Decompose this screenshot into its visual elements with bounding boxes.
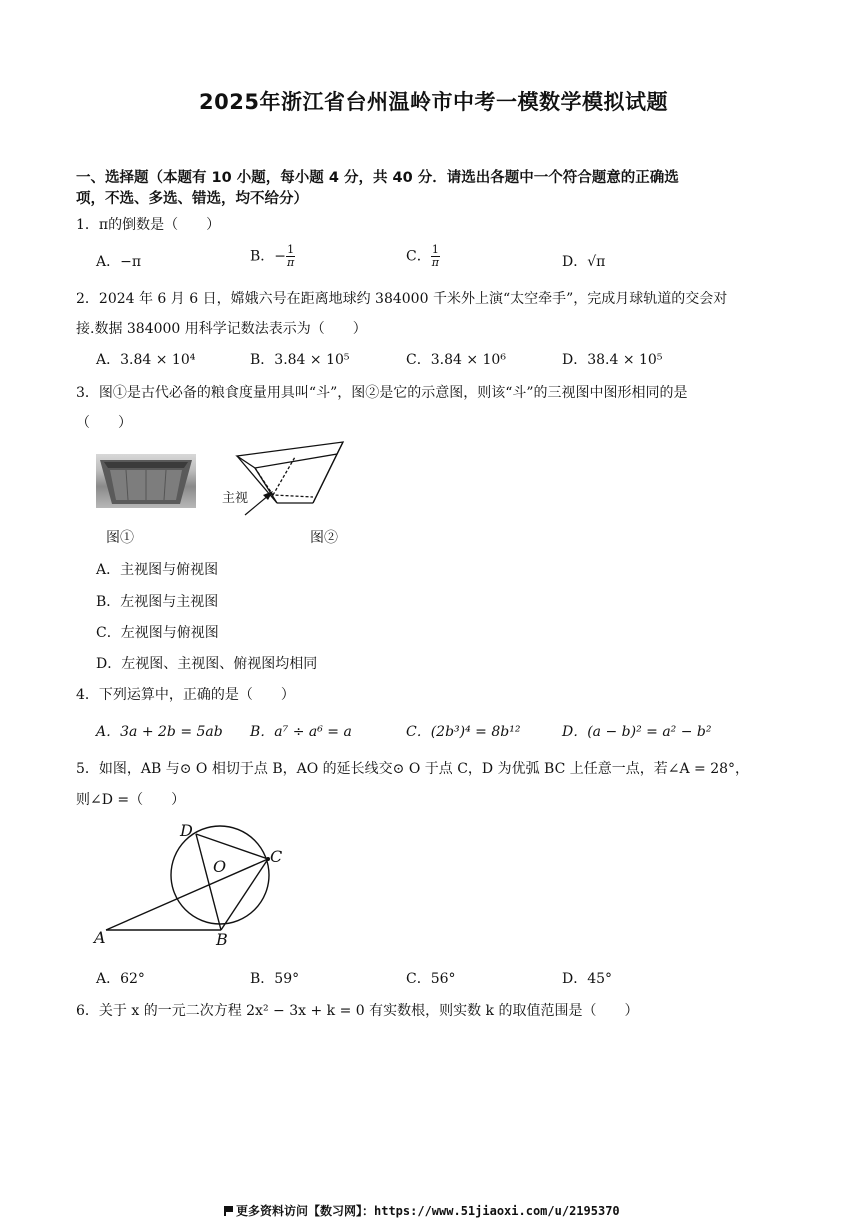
q1-option-c-fraction: [431, 244, 440, 269]
q1-option-d: D．√π: [562, 254, 606, 270]
q3-option-c: C．左视图与俯视图: [96, 625, 219, 641]
q5-option-c: C．56°: [406, 971, 456, 987]
q5-stem-line2: 则∠D =（ ）: [76, 792, 186, 808]
q1-option-b-fraction: [286, 244, 295, 269]
q1-option-b-numerator: 1: [287, 243, 295, 256]
q6-stem: 6．关于 x 的一元二次方程 2x² − 3x + k = 0 有实数根，则实数 k 的取值范围是（ ）: [76, 1003, 639, 1019]
q1-option-c-numerator: 1: [431, 243, 439, 256]
q4-option-a: A．3a + 2b = 5ab: [96, 724, 223, 740]
q1-option-b: [250, 244, 295, 269]
q5-stem-line1: 5．如图，AB 与⊙ O 相切于点 B，AO 的延长线交⊙ O 于点 C，D 为优弧 BC 上任意一点，若∠A = 28°，: [76, 761, 750, 777]
flag-icon: [224, 1206, 233, 1216]
q3-stem-line1: 3．图①是古代必备的粮食度量用具叫“斗”，图②是它的示意图，则该“斗”的三视图中图形相同的是: [76, 385, 688, 401]
circle-tangent-figure: [90, 818, 300, 953]
q5-option-a: A．62°: [96, 971, 145, 987]
q3-option-d: D．左视图、主视图、俯视图均相同: [96, 656, 318, 672]
q1-option-c-denominator: π: [431, 256, 439, 269]
section-heading-line2: 项，不选、多选、错选，均不给分）: [76, 191, 308, 207]
page-title: 2025年浙江省台州温岭市中考一模数学模拟试题: [199, 90, 668, 114]
q4-option-d: D．(a − b)² = a² − b²: [562, 724, 712, 740]
q2-option-d: D．38.4 × 10⁵: [562, 352, 663, 368]
q1-option-c-prefix: C．: [406, 248, 431, 265]
q4-option-c: C．(2b³)⁴ = 8b¹²: [406, 724, 521, 740]
q3-option-a: A．主视图与俯视图: [96, 562, 219, 578]
q2-stem-line2: 接.数据 384000 用科学记数法表示为（ ）: [76, 321, 367, 337]
q2-option-b: B．3.84 × 10⁵: [250, 352, 350, 368]
q2-stem-line1: 2．2024 年 6 月 6 日，嫦娥六号在距离地球约 384000 千米外上演“太空牵手”，完成月球轨道的交会对: [76, 291, 728, 307]
footer-text: 更多资料访问【数习网】：https://www.51jiaoxi.com/u/2195370: [236, 1204, 620, 1218]
point-a-label: A: [94, 928, 106, 947]
point-o-label: O: [213, 857, 227, 876]
q2-option-c: C．3.84 × 10⁶: [406, 352, 506, 368]
q3-stem-line2: （ ）: [76, 415, 132, 431]
section-heading-line1: 一、选择题（本题有 10 小题，每小题 4 分，共 40 分．请选出各题中一个符合题意的正确选: [76, 170, 679, 186]
fig1-caption: 图①: [106, 530, 134, 546]
q2-option-a: A．3.84 × 10⁴: [96, 352, 196, 368]
q1-option-a: A．−π: [96, 254, 142, 270]
dou-photo-drawing: [96, 454, 196, 508]
point-d-label: D: [180, 821, 193, 840]
point-b-label: B: [216, 930, 228, 949]
q3-option-b: B．左视图与主视图: [96, 594, 219, 610]
point-c-label: C: [270, 847, 283, 866]
footer-link[interactable]: [224, 1202, 620, 1219]
q5-option-d: D．45°: [562, 971, 613, 987]
q1-stem: 1．π的倒数是（ ）: [76, 217, 221, 233]
q4-option-b: B．a⁷ ÷ a⁶ = a: [250, 724, 352, 740]
dou-photo: [96, 454, 196, 508]
main-view-label: 主视: [222, 491, 249, 506]
fig2-caption: 图②: [310, 530, 338, 546]
q1-option-b-denominator: π: [287, 256, 295, 269]
q1-option-c: [406, 244, 440, 269]
q4-stem: 4．下列运算中，正确的是（ ）: [76, 687, 295, 703]
q5-option-b: B．59°: [250, 971, 300, 987]
q1-option-b-prefix: B．−: [250, 248, 287, 265]
